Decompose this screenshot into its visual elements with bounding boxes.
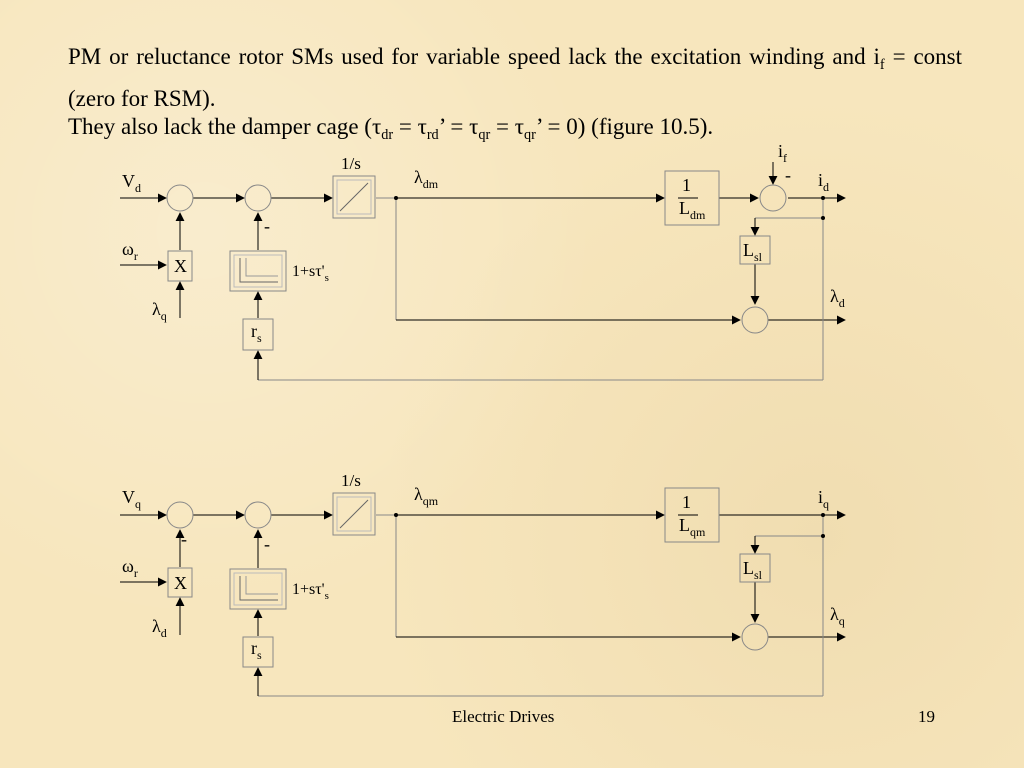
q-axis-diagram (120, 488, 845, 696)
label-rs: $r_s$ (251, 638, 262, 662)
minus-sign: - (264, 216, 270, 236)
d-axis-diagram (120, 162, 845, 380)
summing-junction-4 (742, 307, 768, 333)
filter-block (230, 569, 286, 609)
summing-junction-2 (245, 185, 271, 211)
paragraph-2: They also lack the damper cage ($\tau_{dr} = \tau_{rd}$’ = $\tau_{qr} = \tau_{qr}$’ = 0) (figure 10.5). (68, 114, 714, 143)
summing-junction-4 (742, 624, 768, 650)
label-lsl: $L_{sl}$ (743, 558, 763, 582)
paragraph-1: PM or reluctance rotor SMs used for variable speed lack the excitation winding and $i_f$ = const (zero for RSM). (68, 44, 962, 111)
label-lambda-dm: $\lambda_{dm}$ (414, 167, 439, 191)
filter-block (230, 251, 286, 291)
label-lambda-q: $\lambda_q$ (830, 604, 845, 628)
label-gain-den: $L_{qm}$ (679, 515, 706, 539)
label-vd: $V_d$ (122, 171, 141, 195)
label-omega-r: $\omega_r$ (122, 556, 138, 580)
label-integrator: 1/s (341, 471, 361, 490)
label-gain-num: 1 (682, 175, 691, 195)
label-if: $i_f$ (778, 141, 788, 165)
summing-junction-1 (167, 185, 193, 211)
label-lambda-d: $\lambda_d$ (830, 286, 845, 310)
label-lsl: $L_{sl}$ (743, 240, 763, 264)
footer-title: Electric Drives (452, 707, 555, 726)
label-lambda-qm: $\lambda_{qm}$ (414, 484, 439, 508)
summing-junction-1 (167, 502, 193, 528)
label-rs: $r_s$ (251, 321, 262, 345)
minus-sign-2: - (264, 534, 270, 554)
label-multiplier: X (174, 256, 187, 276)
label-filter: $1+s\tau'_s$ (292, 263, 329, 284)
label-multiplier: X (174, 573, 187, 593)
summing-junction-2 (245, 502, 271, 528)
label-iq: $i_q$ (818, 487, 830, 511)
label-gain-den: $L_{dm}$ (679, 198, 706, 222)
page-number: 19 (918, 707, 935, 726)
label-integrator: 1/s (341, 154, 361, 173)
label-filter: $1+s\tau'_s$ (292, 581, 329, 602)
label-gain-num: 1 (682, 492, 691, 512)
label-lambda-q-in: $\lambda_q$ (152, 299, 167, 323)
summing-junction-3 (760, 185, 786, 211)
if-minus-sign: - (785, 165, 791, 185)
minus-sign-1: - (181, 529, 187, 549)
label-vq: $V_q$ (122, 487, 141, 511)
label-omega-r: $\omega_r$ (122, 239, 138, 263)
label-lambda-d-in: $\lambda_d$ (152, 616, 167, 640)
label-id: $i_d$ (818, 170, 830, 194)
